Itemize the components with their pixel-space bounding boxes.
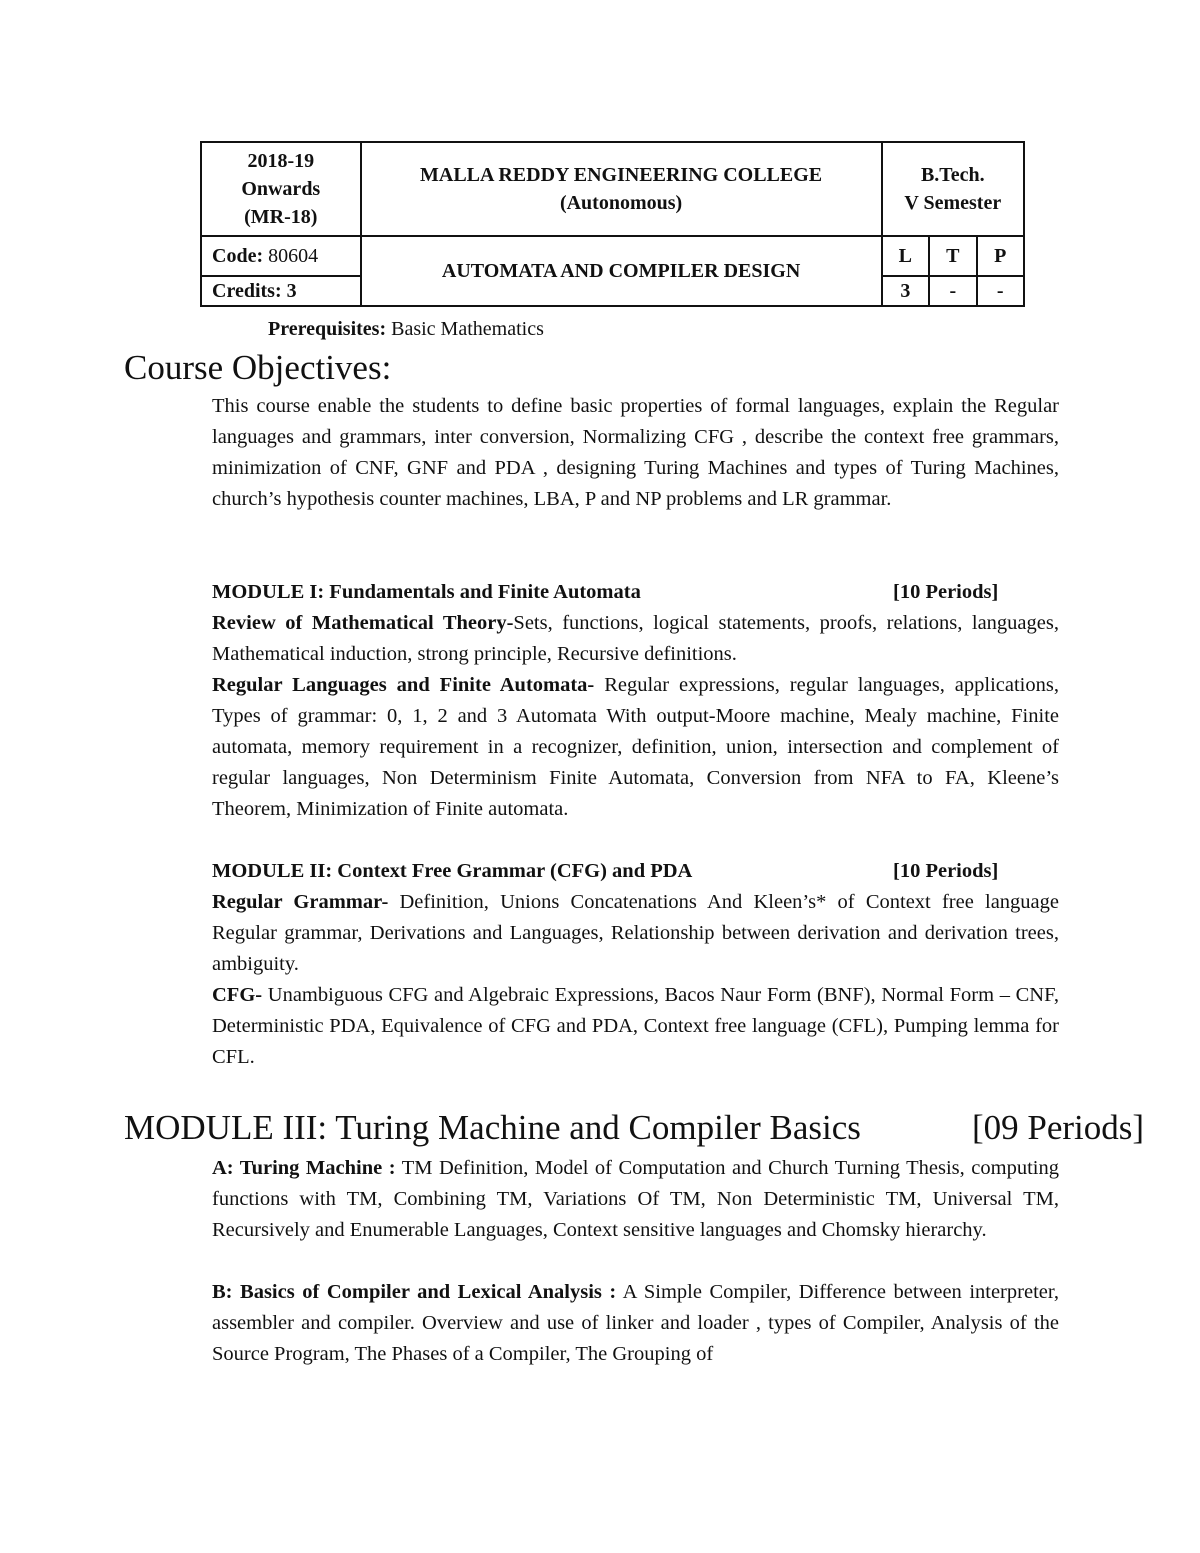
- module1-para1: [212, 608, 1059, 670]
- module2-p1-bold: Regular Grammar-: [212, 891, 389, 913]
- module1-p1-bold: Review of Mathematical Theory-: [212, 612, 514, 634]
- module2-para1: [212, 887, 1059, 980]
- objectives-heading: Course Objectives:: [124, 348, 392, 387]
- code-value: 80604: [268, 245, 319, 267]
- module1-p2-text: Regular expressions, regular languages, applications, Types of grammar: 0, 1, 2 and 3 Automata With output-Moore machine, Mealy machine, Finite automata, memory requirement in a recognizer, definition, union, intersection and complement of regular languages, Non Determinism Finite Automata, Conversion from NFA to FA, Kleene’s Theorem, Minimization of Finite automata.: [212, 674, 1059, 820]
- module3-part-a: [212, 1153, 1059, 1246]
- autonomous-label: (Autonomous): [559, 192, 683, 214]
- module3-periods: [09 Periods]: [972, 1108, 1145, 1147]
- onwards: Onwards: [241, 178, 321, 200]
- module3-b-bold: B: Basics of Compiler and Lexical Analysis :: [212, 1281, 617, 1303]
- college-name: MALLA REDDY ENGINEERING COLLEGE: [420, 164, 823, 186]
- module3-heading: [124, 1108, 1164, 1148]
- p-value: -: [977, 276, 1024, 306]
- module2-para2: [212, 980, 1059, 1073]
- p-label: P: [977, 236, 1024, 276]
- module2-p2-text: Unambiguous CFG and Algebraic Expressions, Bacos Naur Form (BNF), Normal Form – CNF, Deterministic PDA, Equivalence of CFG and PDA, Context free language (CFL), Pumping lemma for CFL.: [212, 984, 1059, 1068]
- module1-p2-bold: Regular Languages and Finite Automata-: [212, 674, 595, 696]
- objectives-text: This course enable the students to define basic properties of formal languages, explain the Regular languages and grammars, inter conversion, Normalizing CFG , describe the context free grammars, minimization of CNF, GNF and PDA , designing Turing Machines and types of Turing Machines, church’s hypothesis counter machines, LBA, P and NP problems and LR grammar.: [212, 395, 1059, 510]
- module3-b-text: A Simple Compiler, Difference between interpreter, assembler and compiler. Overview and use of linker and loader , types of Compiler, Analysis of the Source Program, The Phases of a Compiler, The Grouping of: [212, 1281, 1059, 1365]
- module2-title: MODULE II: Context Free Grammar (CFG) and PDA: [212, 860, 693, 882]
- college-cell: [361, 142, 882, 236]
- code-cell: [201, 236, 361, 276]
- prerequisites-value: Basic Mathematics: [391, 318, 544, 340]
- t-value: -: [929, 276, 976, 306]
- course-header-table: [200, 141, 1025, 307]
- course-title: AUTOMATA AND COMPILER DESIGN: [361, 236, 882, 306]
- l-label: L: [882, 236, 929, 276]
- program: B.Tech.: [920, 164, 985, 186]
- module2-p1-text: Definition, Unions Concatenations And Kleen’s* of Context free language Regular grammar, Derivations and Languages, Relationship between derivation and derivation trees, ambiguity.: [212, 891, 1059, 975]
- semester: V Semester: [904, 192, 1002, 214]
- year: 2018-19: [247, 150, 315, 172]
- module1-periods: [10 Periods]: [893, 581, 999, 603]
- module2-p2-bold: CFG-: [212, 984, 263, 1006]
- prerequisites: [268, 318, 544, 341]
- module2-periods: [10 Periods]: [893, 860, 999, 882]
- module3-a-text: TM Definition, Model of Computation and Church Turning Thesis, computing functions with TM, Combining TM, Variations Of TM, Non Deterministic TM, Universal TM, Recursively and Enumerable Languages, Context sensitive languages and Chomsky hierarchy.: [212, 1157, 1059, 1241]
- module3-a-bold: A: Turing Machine :: [212, 1157, 396, 1179]
- module1-heading: [212, 577, 1032, 608]
- regulation-cell: [201, 142, 361, 236]
- t-label: T: [929, 236, 976, 276]
- module1-title: MODULE I: Fundamentals and Finite Automata: [212, 581, 641, 603]
- l-value: 3: [882, 276, 929, 306]
- module3-title: MODULE III: Turing Machine and Compiler Basics: [124, 1108, 861, 1147]
- module2-heading: [212, 856, 1032, 887]
- module1-p1-text: Sets, functions, logical statements, proofs, relations, languages, Mathematical induction, strong principle, Recursive definitions.: [212, 612, 1059, 665]
- program-cell: [882, 142, 1024, 236]
- regulation: (MR-18): [244, 206, 318, 228]
- code-label: Code:: [212, 245, 264, 267]
- module3-part-b: [212, 1277, 1059, 1370]
- module1-para2: [212, 670, 1059, 825]
- credits-cell: Credits: 3: [201, 276, 361, 306]
- prerequisites-label: Prerequisites:: [268, 318, 387, 340]
